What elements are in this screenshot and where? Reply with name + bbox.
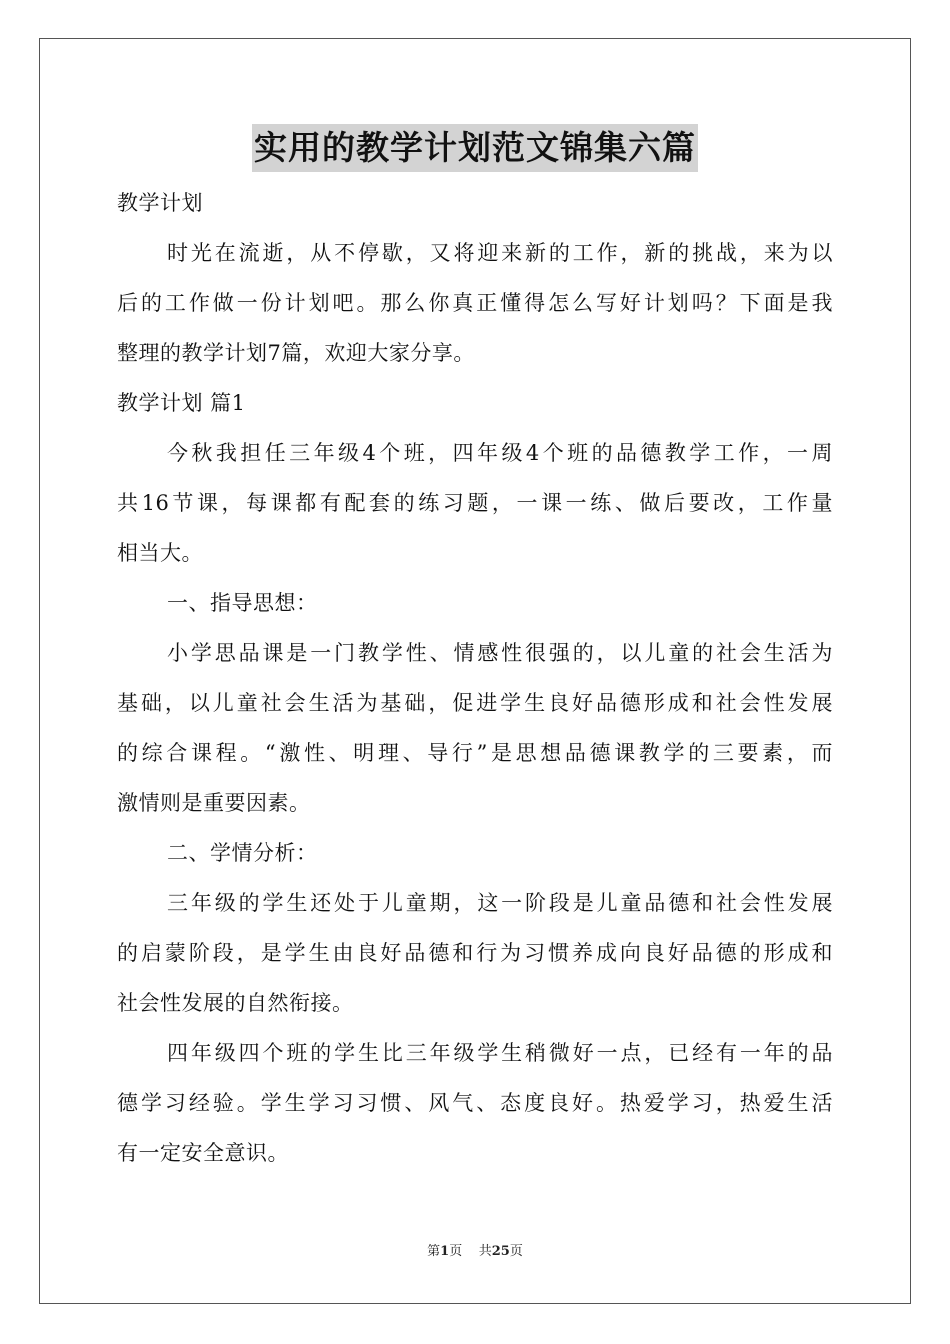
- paragraph-line: 共16节课，每课都有配套的练习题，一课一练、做后要改，工作量: [117, 491, 833, 515]
- paragraph-line: 三年级的学生还处于儿童期，这一阶段是儿童品德和社会性发展: [167, 891, 833, 915]
- section-heading: 教学计划 篇1: [117, 391, 246, 415]
- paragraph-line: 德学习经验。学生学习习惯、风气、态度良好。热爱学习，热爱生活: [117, 1091, 833, 1115]
- total-label-prefix: 共: [478, 1244, 492, 1259]
- total-label-suffix: 页: [509, 1244, 523, 1259]
- paragraph-line: 社会性发展的自然衔接。: [117, 991, 354, 1015]
- page-number: 1: [440, 1244, 450, 1259]
- total-pages: 25: [491, 1244, 510, 1259]
- page-label-suffix: 页: [449, 1244, 463, 1259]
- paragraph-line: 基础，以儿童社会生活为基础，促进学生良好品德形成和社会性发展: [117, 691, 833, 715]
- section-heading: 教学计划: [117, 191, 203, 215]
- paragraph-line: 小学思品课是一门教学性、情感性很强的，以儿童的社会生活为: [167, 641, 833, 665]
- subsection-heading: 二、学情分析：: [167, 841, 318, 865]
- paragraph-line: 今秋我担任三年级4个班，四年级4个班的品德教学工作，一周: [167, 441, 833, 465]
- document-title: 实用的教学计划范文锦集六篇: [252, 124, 698, 172]
- page-footer: [0, 1242, 950, 1262]
- paragraph-line: 四年级四个班的学生比三年级学生稍微好一点，已经有一年的品: [167, 1041, 833, 1065]
- paragraph-line: 时光在流逝，从不停歇，又将迎来新的工作，新的挑战，来为以: [167, 241, 833, 265]
- subsection-heading: 一、指导思想：: [167, 591, 318, 615]
- paragraph-line: 的综合课程。“激性、明理、导行”是思想品德课教学的三要素，而: [117, 741, 833, 765]
- paragraph-line: 的启蒙阶段，是学生由良好品德和行为习惯养成向良好品德的形成和: [117, 941, 833, 965]
- paragraph-line: 相当大。: [117, 541, 203, 565]
- paragraph-line: 整理的教学计划7篇，欢迎大家分享。: [117, 341, 475, 365]
- page-label-prefix: 第: [427, 1244, 441, 1259]
- title-container: [0, 124, 950, 172]
- document-body: [117, 178, 833, 1178]
- paragraph-line: 有一定安全意识。: [117, 1141, 289, 1165]
- paragraph-line: 激情则是重要因素。: [117, 791, 311, 815]
- paragraph-line: 后的工作做一份计划吧。那么你真正懂得怎么写好计划吗？下面是我: [117, 291, 833, 315]
